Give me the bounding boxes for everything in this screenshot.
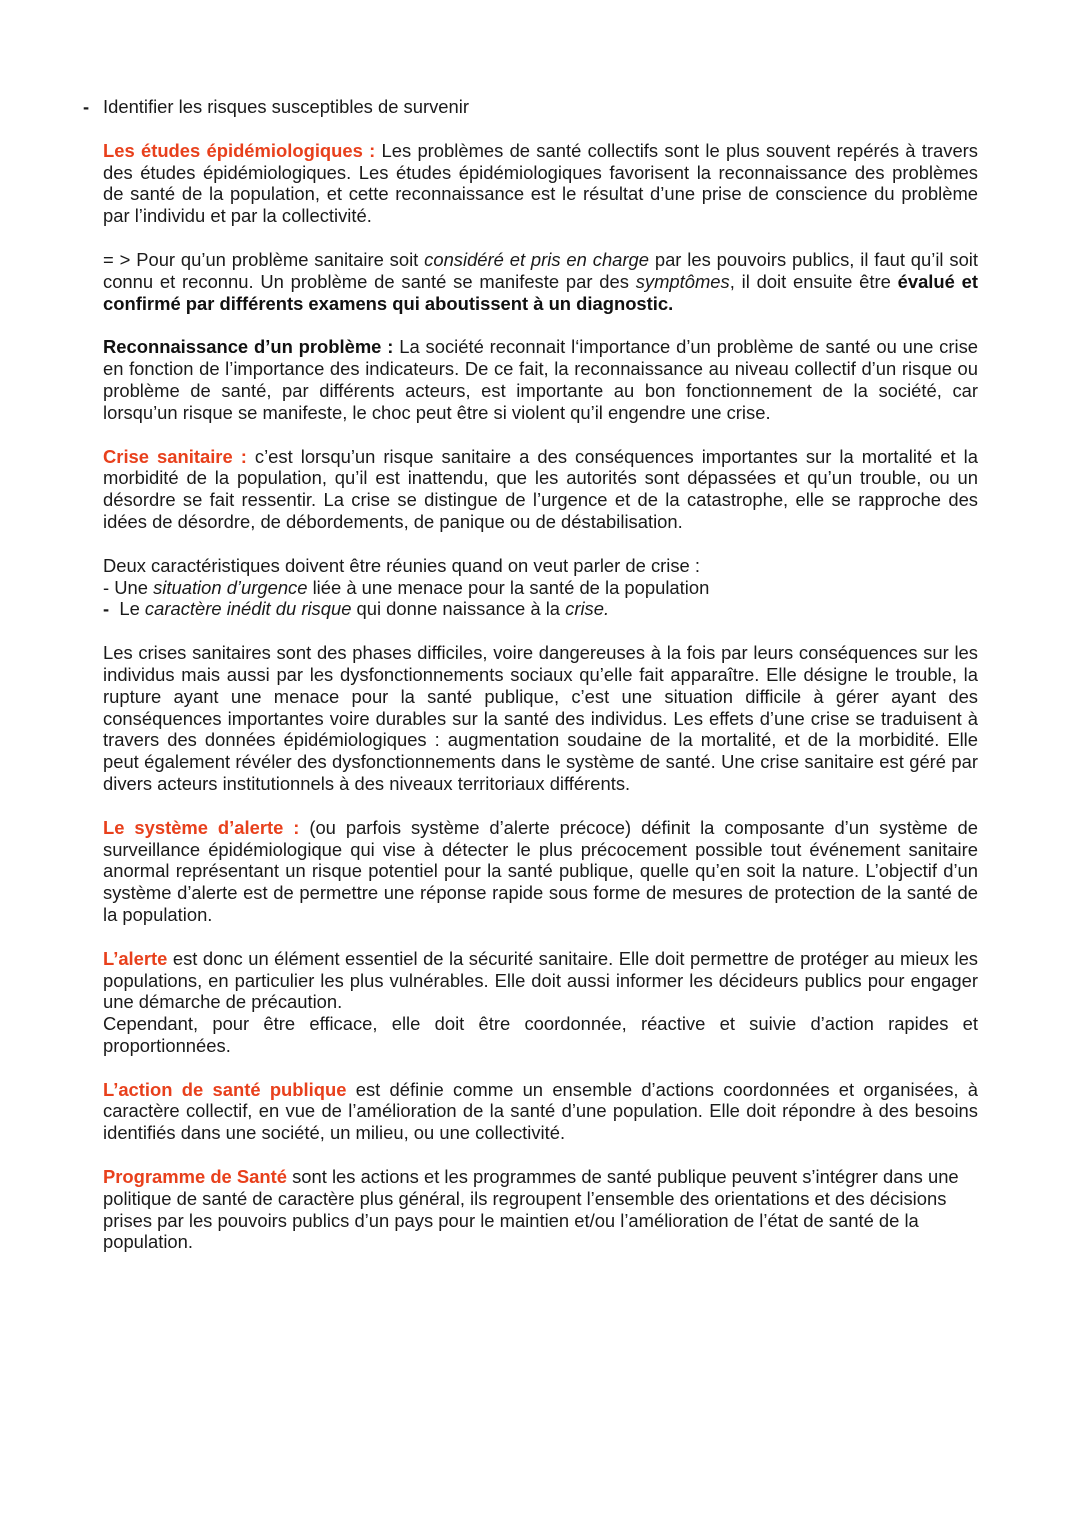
text-alerte-2: Cependant, pour être efficace, elle doit être coordonnée, réactive et suivie d’action rapides et proportionnées. bbox=[103, 1013, 978, 1056]
term-reconnaissance: Reconnaissance d’un problème : bbox=[103, 336, 394, 358]
list-item-2-italic-2: crise. bbox=[565, 598, 610, 620]
text-reconnaissance: La société reconnait l‘importance d’un problème de santé ou une crise en fonction de l’importance des indicateurs. De ce fait, la reconnaissance au niveau collectif d’un risque ou problème de santé, par différents acteurs, est importante au bon fonctionnement de la société, car lorsqu’un risque se manifeste, le choc peut être si violent qu’il engendre une crise. bbox=[103, 336, 978, 423]
paragraph-programme bbox=[103, 1166, 978, 1253]
term-etudes: Les études épidémiologiques : bbox=[103, 139, 376, 161]
arrow-text-1: = > Pour qu’un problème sanitaire soit bbox=[103, 248, 425, 270]
arrow-italic-2: symptômes bbox=[635, 270, 730, 292]
arrow-italic-1: considéré et pris en charge bbox=[424, 248, 649, 270]
text-action: est définie comme un ensemble d’actions coordonnées et organisées, à caractère collectif, en vue de l’amélioration de la santé d’une population. Elle doit répondre à des besoins identifiés dans une société, un milieu, ou une collectivité. bbox=[103, 1078, 979, 1144]
arrow-text-2: par les pouvoirs publics, il faut qu’il soit connu et reconnu. Un problème de santé se manifeste par des bbox=[103, 248, 978, 292]
list-item-1-italic: situation d’urgence bbox=[153, 576, 308, 598]
term-action: L’action de santé publique bbox=[103, 1078, 347, 1100]
text-programme: sont les actions et les programmes de santé publique peuvent s’intégrer dans une politique de santé de caractère plus général, ils regroupent l’ensemble des orientations et des décisions prises par les pouvoirs publics d’un pays pour le maintien et/ou l’amélioration de l’état de santé de la population. bbox=[103, 1166, 959, 1253]
paragraph-action bbox=[103, 1079, 978, 1144]
intro-bullet-text: Identifier les risques susceptibles de survenir bbox=[103, 96, 469, 117]
text-crise: c’est lorsqu’un risque sanitaire a des conséquences importantes sur la mortalité et la morbidité de la population, qu’il est inattendu, que les autorités sont dépassées et qu’un trouble, ou un désordre se fait ressentir. La crise se distingue de l’urgence et de la catastrophe, elle se rapproche des idées de désordre, de débordements, de panique ou de déstabilisation. bbox=[103, 445, 978, 532]
bullet-dash: - bbox=[103, 598, 120, 620]
list-item-1-b: liée à une menace pour la santé de la population bbox=[307, 576, 710, 598]
term-programme: Programme de Santé bbox=[103, 1166, 287, 1188]
list-intro: Deux caractéristiques doivent être réunies quand on veut parler de crise : bbox=[103, 554, 701, 576]
list-item-2-italic: caractère inédit du risque bbox=[144, 598, 352, 620]
list-item-1 bbox=[103, 577, 978, 599]
list-item-2-b: qui donne naissance à la bbox=[351, 598, 566, 620]
arrow-bold: évalué et confirmé par différents examens qui aboutissent à un diagnostic. bbox=[103, 270, 979, 314]
intro-bullet bbox=[83, 96, 978, 118]
paragraph-systeme-alerte bbox=[103, 817, 978, 926]
paragraph-crises-sanitaires: Les crises sanitaires sont des phases difficiles, voire dangereuses à la fois par leurs conséquences sur les individus mais aussi par les dysfonctionnements sociaux qu’elle fait apparaître. Elle désigne le trouble, la rupture ayant une menace pour la santé publique, c’est une situation difficile à gérer ayant des conséquences importantes voire durables sur la santé des individus. Les effets d’une crise se traduisent à travers des données épidémiologiques : augmentation soudaine de la mortalité, et de la morbidité. Elle peut également révéler des dysfonctionnements dans le système de santé. Une crise sanitaire est géré par divers acteurs institutionnels à des niveaux territoriaux différents. bbox=[103, 642, 978, 794]
text-alerte: est donc un élément essentiel de la sécurité sanitaire. Elle doit permettre de protéger au mieux les populations, en particulier les plus vulnérables. Elle doit aussi informer les décideurs publics pour engager une démarche de précaution. bbox=[103, 947, 978, 1013]
paragraph-crise bbox=[103, 446, 978, 533]
document-page bbox=[83, 96, 979, 1275]
paragraph-alerte bbox=[103, 948, 978, 1057]
list-item-1-a: - Une bbox=[103, 576, 154, 598]
list-deux-caracteristiques bbox=[103, 555, 978, 620]
list-item-2-a: Le bbox=[119, 598, 145, 620]
text-etudes: Les problèmes de santé collectifs sont le plus souvent repérés à travers des études épidémiologiques. Les études épidémiologiques favorisent la reconnaissance des problèmes de santé de la population, et cette reconnaissance est le résultat d’une prise de conscience du problème par l’individu et par la collectivité. bbox=[103, 139, 978, 227]
paragraph-arrow bbox=[103, 249, 978, 314]
paragraph-reconnaissance bbox=[103, 336, 978, 423]
paragraph-etudes bbox=[103, 140, 978, 227]
list-item-2 bbox=[103, 598, 978, 620]
text-systeme-alerte: (ou parfois système d’alerte précoce) définit la composante d’un système de surveillance épidémiologique qui vise à détecter le plus précocement possible tout événement sanitaire anormal représentant un risque potentiel pour la santé publique, quelle qu’en soit la nature. L’objectif d’un système d’alerte est de permettre une réponse rapide sous forme de mesures de protection de la santé de la population. bbox=[103, 816, 978, 925]
term-crise: Crise sanitaire : bbox=[103, 445, 247, 467]
term-systeme-alerte: Le système d’alerte : bbox=[103, 816, 300, 838]
term-alerte: L’alerte bbox=[103, 947, 168, 969]
arrow-text-3: , il doit ensuite être bbox=[729, 270, 898, 292]
bullet-dash: - bbox=[83, 96, 90, 117]
